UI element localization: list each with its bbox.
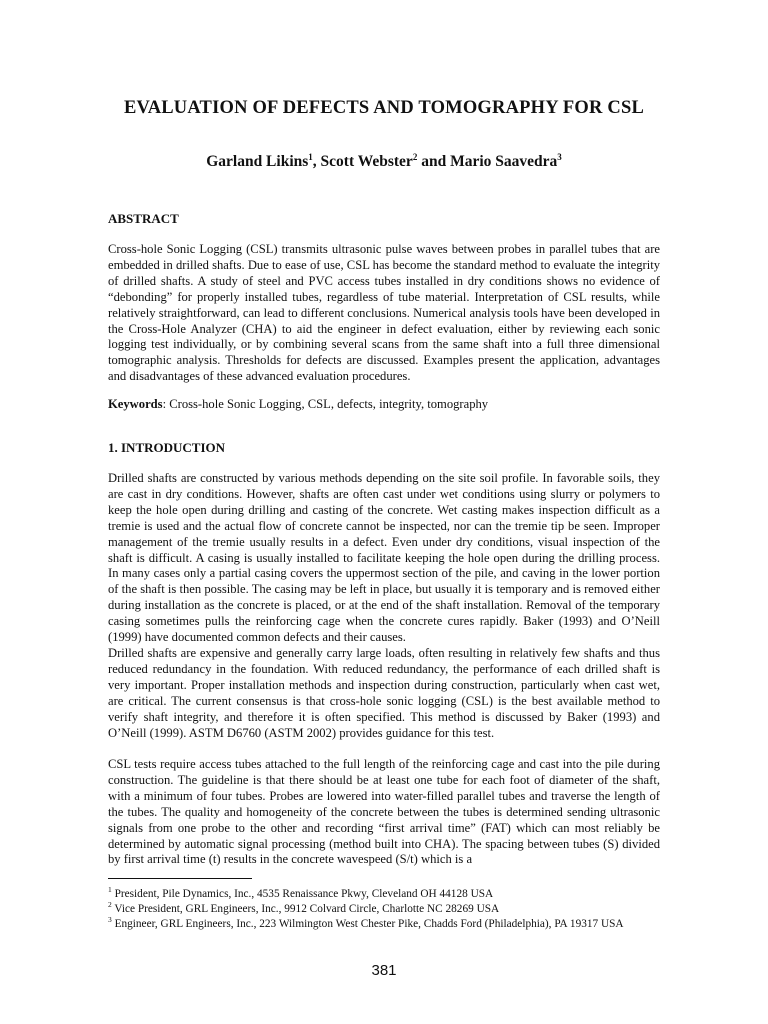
footnote-text: Vice President, GRL Engineers, Inc., 9912 Colvard Circle, Charlotte NC 28269 USA [111, 902, 500, 915]
body-paragraph: Drilled shafts are constructed by various methods depending on the site soil profile. In favorable soils, they are cast in dry conditions. However, shafts are often cast under wet conditions using slurry or polymers to keep the hole open during drilling and casting of the concrete. Wet casting makes inspection difficult as a tremie is used and the actual flow of concrete cannot be inspected, nor can the tremie tip be seen. Improper management of the tremie usually results in a defect. Even under dry conditions, visual inspection of the shaft is difficult. A casing is usually installed to facilitate keeping the hole open during the drilling process. In many cases only a partial casing covers the uppermost section of the pile, and caving in the lower portion of the shaft is then possible. The casing may be left in place, but usually it is temporary and is removed either during installation as the concrete is placed, or at the end of the shaft installation. Removal of the temporary casing sometimes pulls the reinforcing cage when the concrete cures rapidly. Baker (1993) and O’Neill (1999) have documented common defects and their causes. [108, 471, 660, 645]
footnote-mark: 1 [108, 885, 112, 894]
abstract-heading: ABSTRACT [108, 211, 179, 226]
footnote [108, 913, 668, 931]
affiliation-mark: 1 [308, 152, 313, 162]
footnote-rule [108, 878, 252, 879]
footnote-text: Engineer, GRL Engineers, Inc., 223 Wilmington West Chester Pike, Chadds Ford (Philadelphia), PA 19317 USA [111, 917, 624, 930]
abstract-text: Cross-hole Sonic Logging (CSL) transmits ultrasonic pulse waves between probes in parallel tubes that are embedded in drilled shafts. Due to ease of use, CSL has become the standard method to evaluate the integrity of drilled shafts. A study of steel and PVC access tubes installed in dry conditions shows no evidence of “debonding” for properly installed tubes, regardless of tube material. Interpretation of CSL results, while relatively straightforward, can lead to different conclusions. Numerical analysis tools have been developed in the Cross-Hole Analyzer (CHA) to aid the engineer in defect evaluation, either by reviewing each sonic logging test individually, or by combining several scans from the same shaft into a full three dimensional tomographic analysis. Thresholds for defects are discussed. Examples present the application, advantages and disadvantages of these advanced evaluation procedures. [108, 242, 660, 384]
paper-title: EVALUATION OF DEFECTS AND TOMOGRAPHY FOR CSL [123, 98, 645, 118]
footnote-text: President, Pile Dynamics, Inc., 4535 Renaissance Pkwy, Cleveland OH 44128 USA [111, 887, 494, 900]
author-name: Garland Likins [206, 153, 309, 171]
body-paragraph: CSL tests require access tubes attached to the full length of the reinforcing cage and cast into the pile during construction. The guideline is that there should be at least one tube for each foot of diameter of the shaft, with a minimum of four tubes. Probes are lowered into water-filled parallel tubes and traverse the length of the tubes. The quality and homogeneity of the concrete between the tubes is determined sending ultrasonic signals from one probe to the other and recording “first arrival time” (FAT) which can most reliably be determined by automatic signal processing (method built into CHA). The spacing between tubes (S) divided by first arrival time (t) results in the concrete wavespeed (S/t) which is a [108, 757, 660, 867]
body-paragraph: Drilled shafts are expensive and generally carry large loads, often resulting in relatively few shafts and thus reduced redundancy in the foundation. With reduced redundancy, the performance of each drilled shaft is very important. Proper installation methods and inspection during construction, particularly when cast wet, are critical. The current consensus is that cross-hole sonic logging (CSL) is the best available method to verify shaft integrity, and therefore it is often specified. This method is discussed by Baker (1993) and O’Neill (1999). ASTM D6760 (ASTM 2002) provides guidance for this test. [108, 646, 660, 740]
author-separator: , [312, 153, 321, 171]
keywords-text: : Cross-hole Sonic Logging, CSL, defects, integrity, tomography [162, 397, 489, 411]
affiliation-mark: 3 [557, 152, 562, 162]
footnote-mark: 2 [108, 900, 112, 909]
author-name: Mario Saavedra [450, 153, 558, 171]
affiliation-mark: 2 [412, 152, 418, 162]
author-line [0, 152, 768, 171]
footnote-mark: 3 [108, 915, 112, 924]
keywords-line [108, 397, 488, 412]
page-number: 381 [371, 962, 397, 979]
author-separator: and [417, 153, 451, 171]
keywords-label: Keywords [108, 397, 163, 411]
author-name: Scott Webster [320, 153, 413, 171]
introduction-heading: 1. INTRODUCTION [108, 440, 226, 455]
